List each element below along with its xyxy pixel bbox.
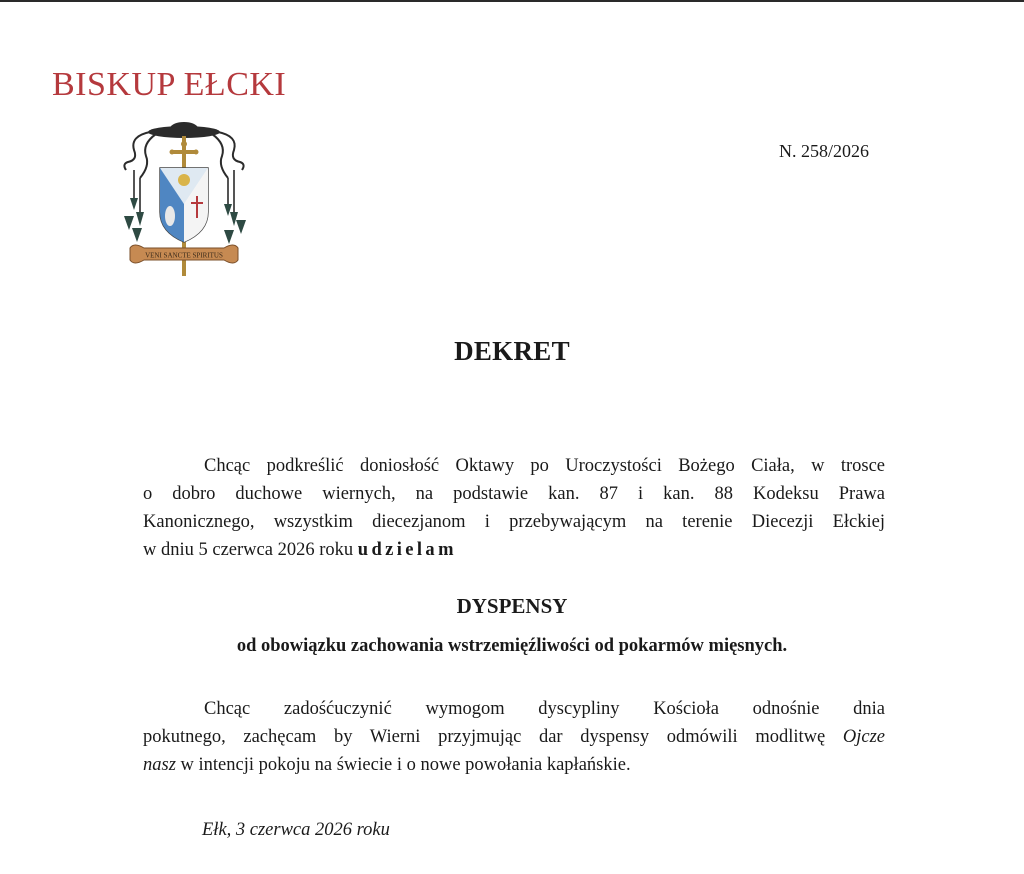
decree-line-4-prefix: w dniu 5 czerwca 2026 roku [143,540,358,560]
decree-line-1: Chcąc podkreślić doniosłość Oktawy po Uroczystości Bożego Ciała, w trosce [204,456,885,476]
exhortation-line-3 [143,751,885,779]
coat-of-arms-icon [120,120,248,278]
place-and-date: Ełk, 3 czerwca 2026 roku [202,820,390,840]
decree-paragraph [143,452,885,564]
exhortation-line-2-prefix: pokutnego, zachęcam by Wierni przyjmując dar dyspensy odmówili modlitwę [143,727,843,747]
exhortation-line-2 [143,723,885,751]
decree-line-3: Kanonicznego, wszystkim diecezjanom i przebywającym na terenie Diecezji Ełckiej [143,512,885,532]
dispensation-title: DYSPENSY [456,594,568,618]
coat-motto-text: VENI SANCTE SPIRITUS [145,251,223,260]
dispensation-subtitle: od obowiązku zachowania wstrzemięźliwości od pokarmów mięsnych. [236,636,788,656]
decree-line-4 [143,536,885,564]
decree-emphasis-word: udzielam [357,540,457,560]
reference-number: N. 258/2026 [779,141,869,161]
exhortation-line-3-suffix: w intencji pokoju na świecie i o nowe powołania kapłańskie. [175,755,631,775]
prayer-name-part-2: nasz [143,755,176,775]
letterhead-title: BISKUP EŁCKI [52,66,287,103]
document-title: DEKRET [454,336,570,366]
decree-line-2: o dobro duchowe wiernych, na podstawie kan. 87 i kan. 88 Kodeksu Prawa [143,484,885,504]
exhortation-paragraph [143,695,885,779]
exhortation-line-1: Chcąc zadośćuczynić wymogom dyscypliny Kościoła odnośnie dnia [204,699,885,719]
top-border-rule [0,0,1024,2]
prayer-name-part-1: Ojcze [842,727,885,747]
